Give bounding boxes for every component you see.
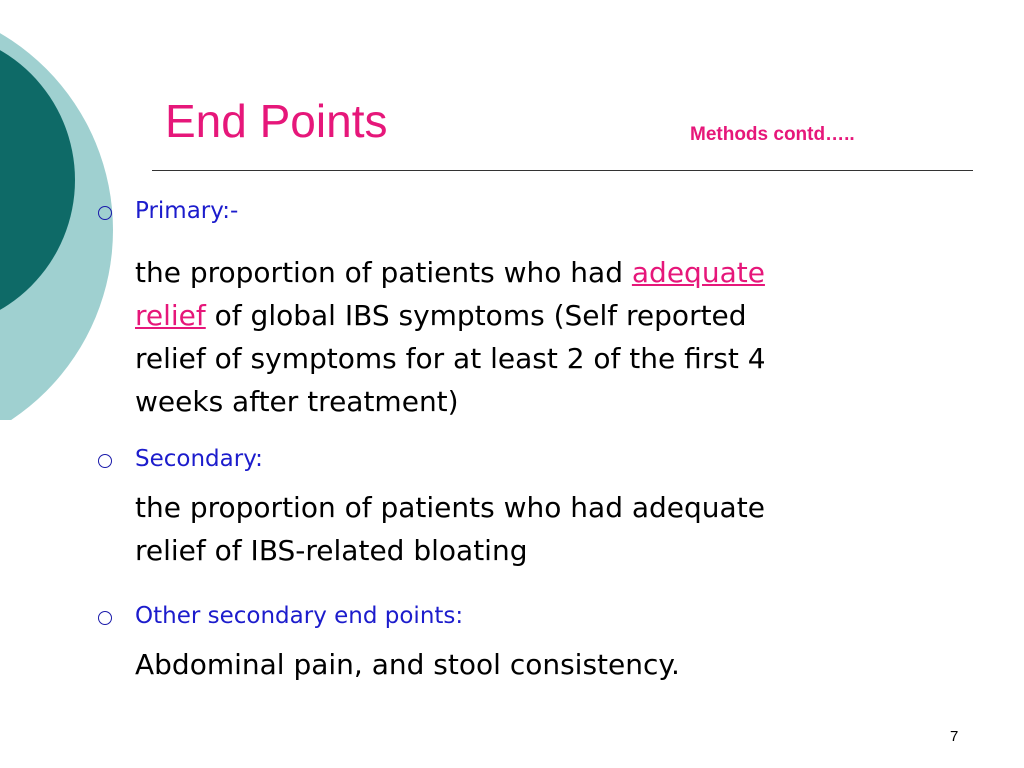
- primary-line-2-text: of global IBS symptoms (Self reported: [205, 299, 747, 332]
- primary-line-3: relief of symptoms for at least 2 of the first 4: [135, 342, 766, 375]
- primary-line-1-text: the proportion of patients who had: [135, 256, 632, 289]
- relief-link[interactable]: relief: [135, 299, 206, 332]
- primary-line-1: [135, 251, 955, 294]
- other-label: Other secondary end points:: [135, 603, 464, 629]
- bullet-circle-icon: [98, 206, 112, 220]
- secondary-line-1: the proportion of patients who had adequate: [135, 491, 765, 524]
- slide-title: End Points: [165, 95, 388, 147]
- primary-description: [135, 251, 955, 423]
- primary-line-2: [135, 294, 955, 337]
- other-line-1: Abdominal pain, and stool consistency.: [135, 648, 680, 681]
- secondary-label: Secondary:: [135, 446, 263, 472]
- adequate-link[interactable]: adequate: [631, 256, 765, 289]
- bullet-circle-icon: [98, 454, 112, 468]
- primary-line-4: weeks after treatment): [135, 385, 459, 418]
- secondary-description: [135, 486, 955, 572]
- bullet-circle-icon: [98, 611, 112, 625]
- other-description: [135, 643, 955, 686]
- slide-subtitle: Methods contd…..: [690, 124, 855, 145]
- title-divider: [152, 170, 973, 171]
- primary-label: Primary:-: [135, 198, 239, 224]
- page-number: 7: [950, 728, 959, 745]
- secondary-line-2: relief of IBS-related bloating: [135, 534, 528, 567]
